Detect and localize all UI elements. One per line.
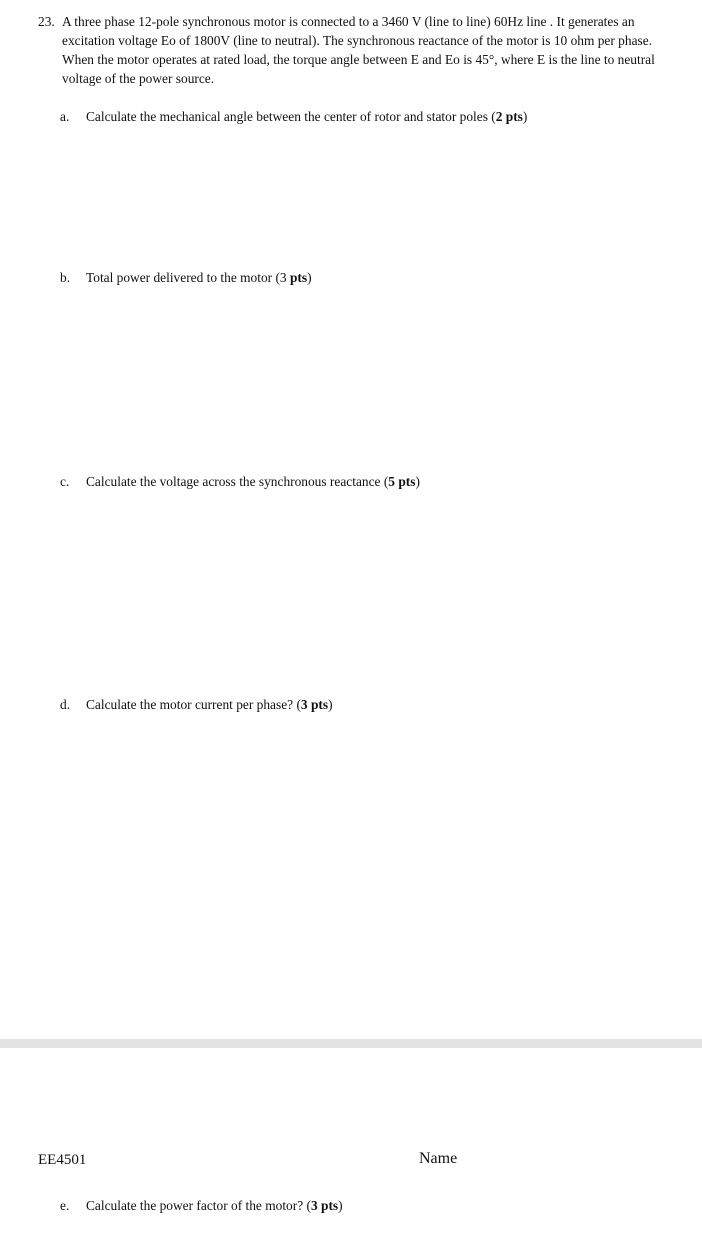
part-a: [60, 107, 527, 126]
part-points: pts: [289, 270, 308, 285]
part-text: Calculate the mechanical angle between the center of rotor and stator poles (: [86, 109, 496, 124]
page-break-divider: [0, 1039, 702, 1048]
part-letter: c.: [60, 474, 70, 489]
part-text: Calculate the power factor of the motor? (: [86, 1198, 311, 1213]
part-points: 5 pts: [388, 474, 416, 489]
course-code: EE4501: [38, 1152, 87, 1168]
part-b: [60, 268, 312, 287]
part-e: [60, 1196, 343, 1215]
question-number: 23.: [38, 14, 55, 29]
part-close: ): [307, 270, 312, 285]
part-points: 3 pts: [300, 697, 329, 712]
part-letter: a.: [60, 109, 70, 124]
part-letter: b.: [60, 270, 71, 285]
part-close: ): [338, 1198, 343, 1213]
part-points: 3 pts: [310, 1198, 339, 1213]
part-close: ): [522, 109, 528, 124]
part-text: Calculate the voltage across the synchronous reactance (: [86, 474, 389, 489]
part-letter: e.: [60, 1198, 70, 1213]
part-d: [60, 695, 333, 714]
name-label: Name: [419, 1150, 458, 1167]
part-close: ): [415, 474, 420, 489]
part-letter: d.: [60, 697, 71, 712]
part-points: 2 pts: [495, 109, 523, 124]
part-text: Total power delivered to the motor (3: [86, 270, 290, 285]
question-text: A three phase 12-pole synchronous motor is connected to a 3460 V (line to line) 60Hz line . It generates an excitation voltage Eo of 1800V (line to neutral). The synchronous reactance of the motor is 10 ohm per phase. When the motor operates at rated load, the torque angle between E and Eo is 45°, where E is the line to neutral voltage of the power source.: [62, 14, 655, 86]
part-text: Calculate the motor current per phase? (: [86, 697, 301, 712]
part-close: ): [328, 697, 333, 712]
question-intro: [38, 12, 678, 88]
part-c: [60, 472, 420, 491]
